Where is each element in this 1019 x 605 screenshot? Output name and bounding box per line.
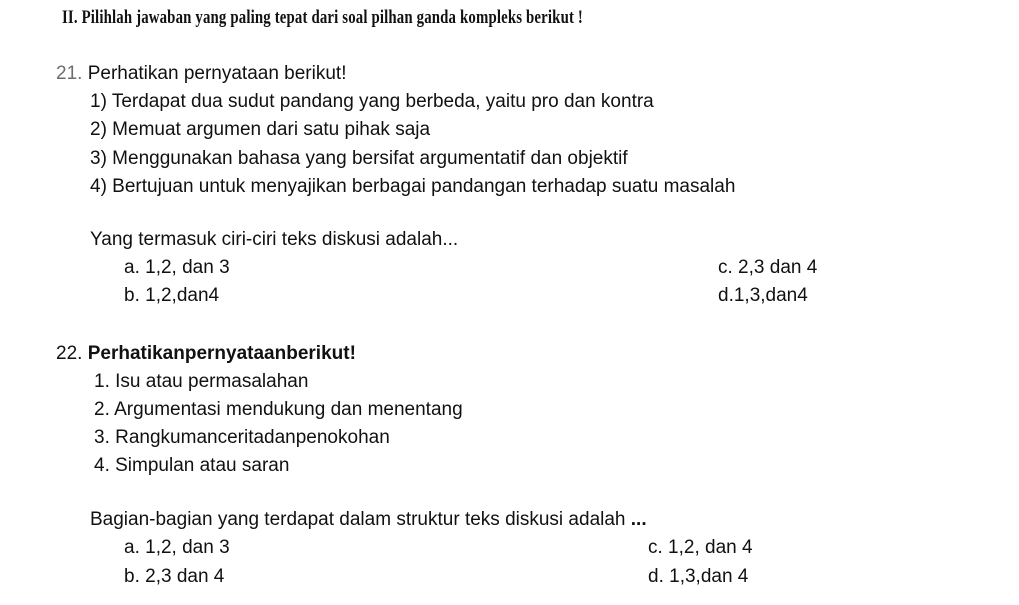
q21-statement-3: 3) Menggunakan bahasa yang bersifat argumentatif dan objektif (90, 148, 628, 169)
question-21-prompt: Perhatikan pernyataan berikut! (87, 63, 347, 84)
q21-option-c: c. 2,3 dan 4 (718, 257, 818, 278)
question-22-header (56, 342, 356, 366)
q22-statement-4: 4. Simpulan atau saran (94, 455, 290, 476)
q22-question-ellipsis: ... (630, 509, 647, 530)
section-heading (62, 6, 583, 30)
section-instruction: Pilihlah jawaban yang paling tepat dari soal pilhan ganda kompleks berikut ! (81, 7, 584, 28)
q22-option-b: b. 2,3 dan 4 (124, 566, 225, 587)
q21-statement-1: 1) Terdapat dua sudut pandang yang berbeda, yaitu pro dan kontra (90, 91, 654, 112)
question-22-prompt: Perhatikanpernyataanberikut! (87, 343, 356, 364)
q21-question-text: Yang termasuk ciri-ciri teks diskusi adalah... (90, 229, 459, 250)
q21-option-a: a. 1,2, dan 3 (124, 257, 230, 278)
section-roman: II. (62, 7, 78, 28)
question-21-header (56, 62, 346, 86)
q22-question-body: Bagian-bagian yang terdapat dalam struktur teks diskusi adalah (90, 509, 631, 530)
q22-statement-1: 1. Isu atau permasalahan (94, 371, 309, 392)
q21-statement-4: 4) Bertujuan untuk menyajikan berbagai pandangan terhadap suatu masalah (90, 176, 736, 197)
question-22-number: 22. (56, 343, 83, 364)
q22-statement-2: 2. Argumentasi mendukung dan menentang (94, 399, 463, 420)
q22-question-text (90, 508, 647, 532)
q22-statement-3: 3. Rangkumanceritadanpenokohan (94, 427, 390, 448)
q22-option-a: a. 1,2, dan 3 (124, 537, 230, 558)
q22-option-d: d. 1,3,dan 4 (648, 566, 749, 587)
q21-statement-2: 2) Memuat argumen dari satu pihak saja (90, 119, 431, 140)
q22-option-c: c. 1,2, dan 4 (648, 537, 753, 558)
q21-option-d: d.1,3,dan4 (718, 285, 808, 306)
question-21-number: 21. (56, 63, 83, 84)
q21-option-b: b. 1,2,dan4 (124, 285, 220, 306)
